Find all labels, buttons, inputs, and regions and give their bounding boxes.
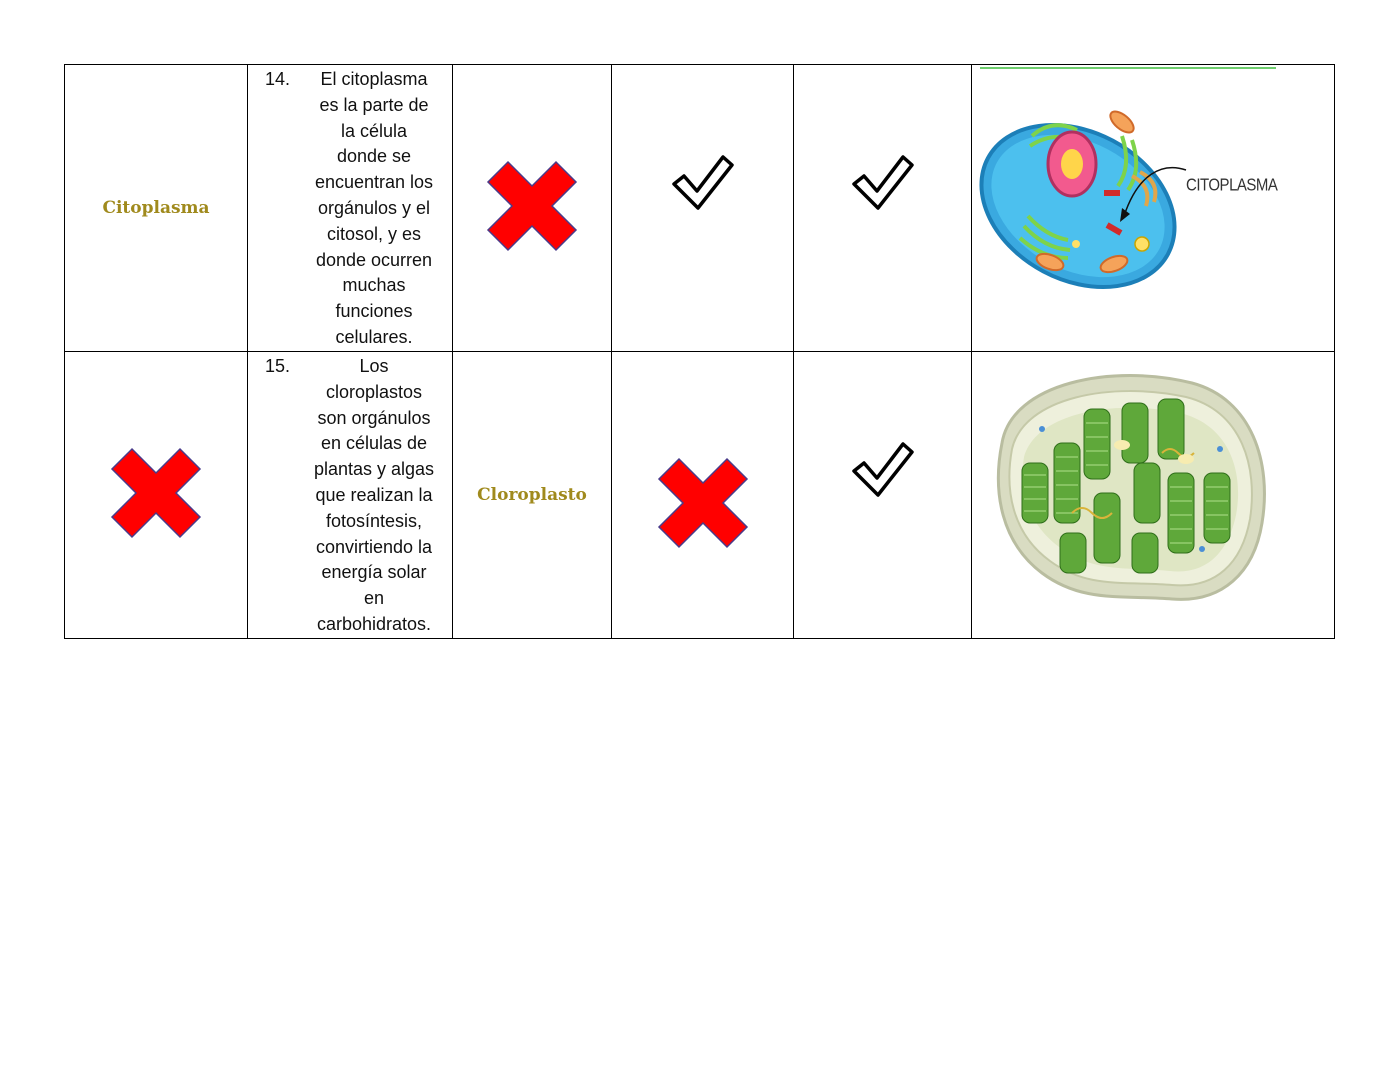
term-cell [65, 65, 248, 352]
definition-line: la célula [340, 120, 408, 141]
checkmark-icon [851, 441, 915, 499]
definition-line: donde ocurren [315, 249, 433, 270]
definition-line: es la parte de [319, 94, 429, 115]
checkmark-icon [851, 154, 915, 212]
image-label: CITOPLASMA [1186, 175, 1278, 196]
checkmark-icon [671, 154, 735, 212]
red-cross-icon [110, 447, 202, 539]
definition-line: en células de [320, 433, 428, 454]
definition-line: muchas [342, 275, 406, 296]
term-cell [453, 352, 612, 639]
definition-line: celulares. [335, 326, 413, 347]
definition-line: funciones [335, 301, 413, 322]
mark-cell [453, 65, 612, 352]
definition-line: El citoplasma [320, 69, 428, 89]
definition-cell [248, 352, 453, 639]
mark-cell [65, 352, 248, 639]
mark-cell [794, 352, 972, 639]
mark-cell [612, 65, 794, 352]
worksheet-table [64, 64, 1335, 639]
term-label: Cloroplasto [477, 485, 587, 505]
definition-cell [248, 65, 453, 352]
red-cross-icon [486, 160, 578, 252]
image-cell [972, 65, 1335, 352]
image-cell [972, 352, 1335, 639]
term-label: Citoplasma [102, 198, 210, 218]
definition-line: convirtiendo la [315, 536, 433, 557]
definition-line: en [363, 588, 385, 609]
definition-line: que realizan la [315, 484, 433, 505]
mark-cell [794, 65, 972, 352]
definition-line: fotosíntesis, [325, 510, 423, 531]
definition-number: 15. [265, 356, 291, 376]
definition-line: plantas y algas [313, 459, 435, 480]
definition-line: energía solar [321, 562, 427, 583]
definition-line: son orgánulos [317, 407, 431, 428]
definition-line: carbohidratos. [316, 613, 432, 634]
mark-cell [612, 352, 794, 639]
animal-cell-illustration [972, 66, 1334, 350]
definition-line: orgánulos y el [317, 197, 431, 218]
definition-line: citosol, y es [326, 223, 422, 244]
table-row [65, 352, 1335, 639]
definition-line: encuentran los [314, 172, 434, 193]
chloroplast-illustration [972, 353, 1334, 637]
red-cross-icon [657, 457, 749, 549]
definition-line: donde se [336, 146, 412, 167]
definition-number: 14. [265, 69, 291, 89]
definition-line: cloroplastos [325, 381, 423, 402]
definition-line: Los [359, 356, 389, 376]
table-row [65, 65, 1335, 352]
